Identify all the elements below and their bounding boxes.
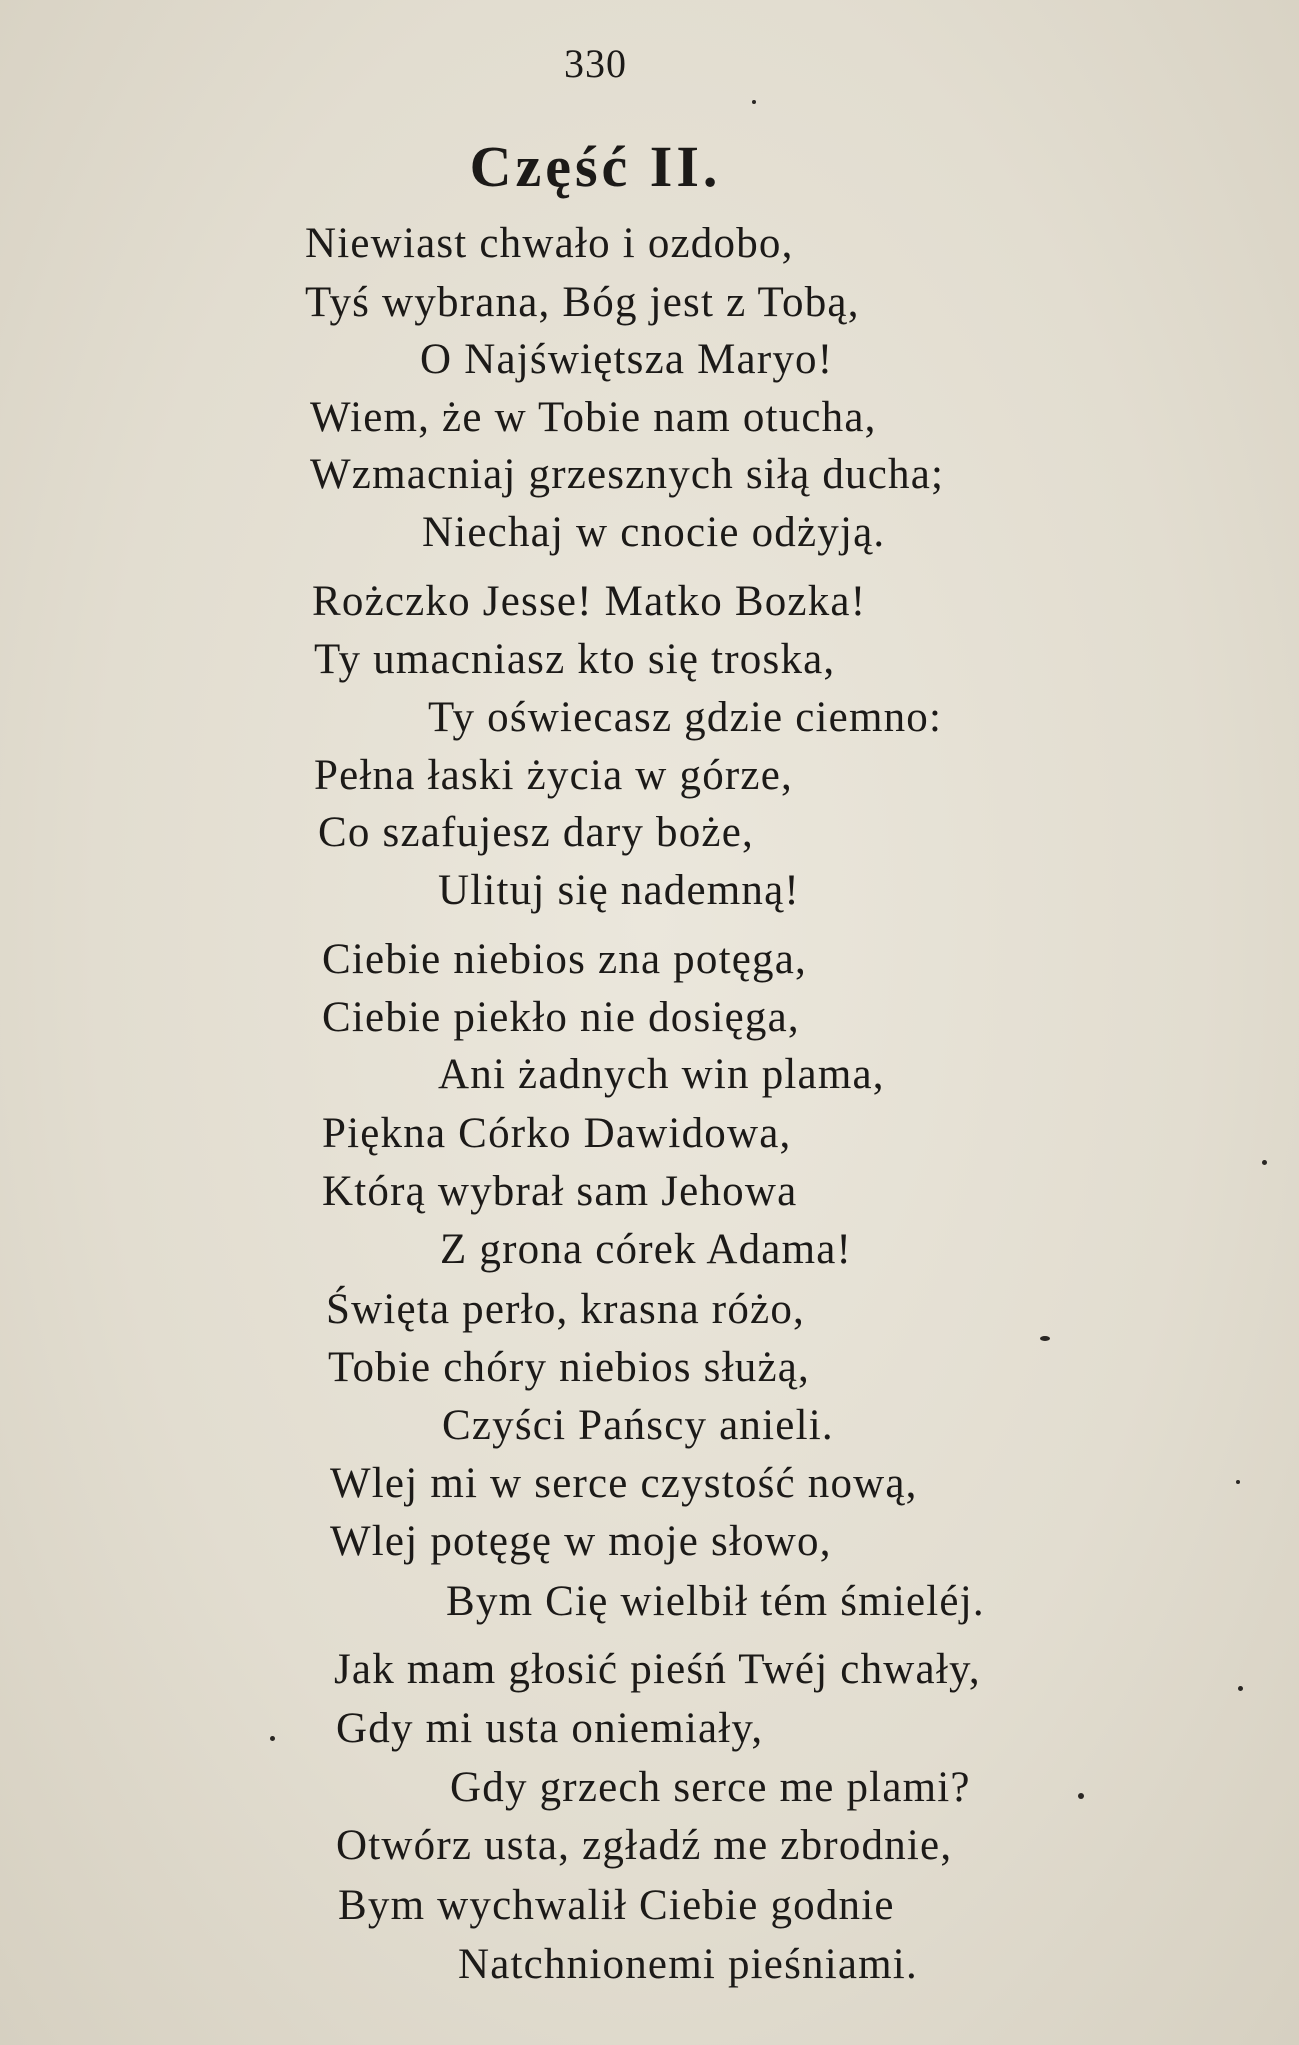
- verse-line: Ty oświecasz gdzie ciemno:: [428, 694, 943, 741]
- paper-speck: [270, 1736, 275, 1741]
- verse-line: Tobie chóry niebios służą,: [328, 1344, 810, 1391]
- paper-speck: [1262, 1160, 1267, 1165]
- verse-line: Gdy grzech serce me plami?: [450, 1764, 971, 1811]
- verse-line: Wzmacniaj grzesznych siłą ducha;: [310, 451, 945, 498]
- paper-speck: [1236, 1480, 1240, 1484]
- verse-line: Rożczko Jesse! Matko Bozka!: [312, 578, 867, 625]
- paper-speck: [1040, 1336, 1050, 1341]
- verse-line: Bym Cię wielbił tém śmieléj.: [446, 1578, 985, 1625]
- verse-line: Czyści Pańscy anieli.: [442, 1402, 834, 1449]
- verse-line: Gdy mi usta oniemiały,: [336, 1705, 764, 1752]
- verse-line: Wiem, że w Tobie nam otucha,: [310, 394, 877, 441]
- verse-line: Wlej potęgę w moje słowo,: [330, 1518, 832, 1565]
- verse-line: Bym wychwalił Ciebie godnie: [338, 1882, 895, 1929]
- verse-line: Ty umacniasz kto się troska,: [314, 636, 836, 683]
- verse-line: Z grona córek Adama!: [440, 1226, 853, 1273]
- verse-line: Pełna łaski życia w górze,: [314, 752, 793, 799]
- section-heading: Część II.: [469, 134, 722, 199]
- verse-line: Ani żadnych win plama,: [438, 1051, 885, 1098]
- verse-line: O Najświętsza Maryo!: [420, 336, 834, 383]
- verse-line: Otwórz usta, zgładź me zbrodnie,: [336, 1822, 953, 1869]
- verse-line: Ulituj się nademną!: [438, 867, 800, 914]
- paper-speck: [1078, 1793, 1084, 1799]
- verse-line: Ciebie piekło nie dosięga,: [322, 994, 800, 1041]
- verse-line: Ciebie niebios zna potęga,: [322, 936, 807, 983]
- verse-line: Jak mam głosić pieśń Twéj chwały,: [334, 1646, 981, 1693]
- verse-line: Którą wybrał sam Jehowa: [322, 1168, 798, 1215]
- verse-line: Wlej mi w serce czystość nową,: [330, 1460, 918, 1507]
- paper-speck: [1238, 1686, 1243, 1691]
- page-number: 330: [564, 41, 627, 86]
- verse-line: Natchnionemi pieśniami.: [458, 1941, 918, 1988]
- verse-line: Święta perło, krasna różo,: [326, 1286, 805, 1333]
- verse-line: Tyś wybrana, Bóg jest z Tobą,: [305, 279, 860, 326]
- verse-line: Piękna Córko Dawidowa,: [322, 1110, 792, 1157]
- paper-speck: [752, 100, 756, 104]
- verse-line: Co szafujesz dary boże,: [318, 809, 754, 856]
- verse-line: Niechaj w cnocie odżyją.: [422, 509, 886, 556]
- verse-line: Niewiast chwało i ozdobo,: [305, 220, 794, 267]
